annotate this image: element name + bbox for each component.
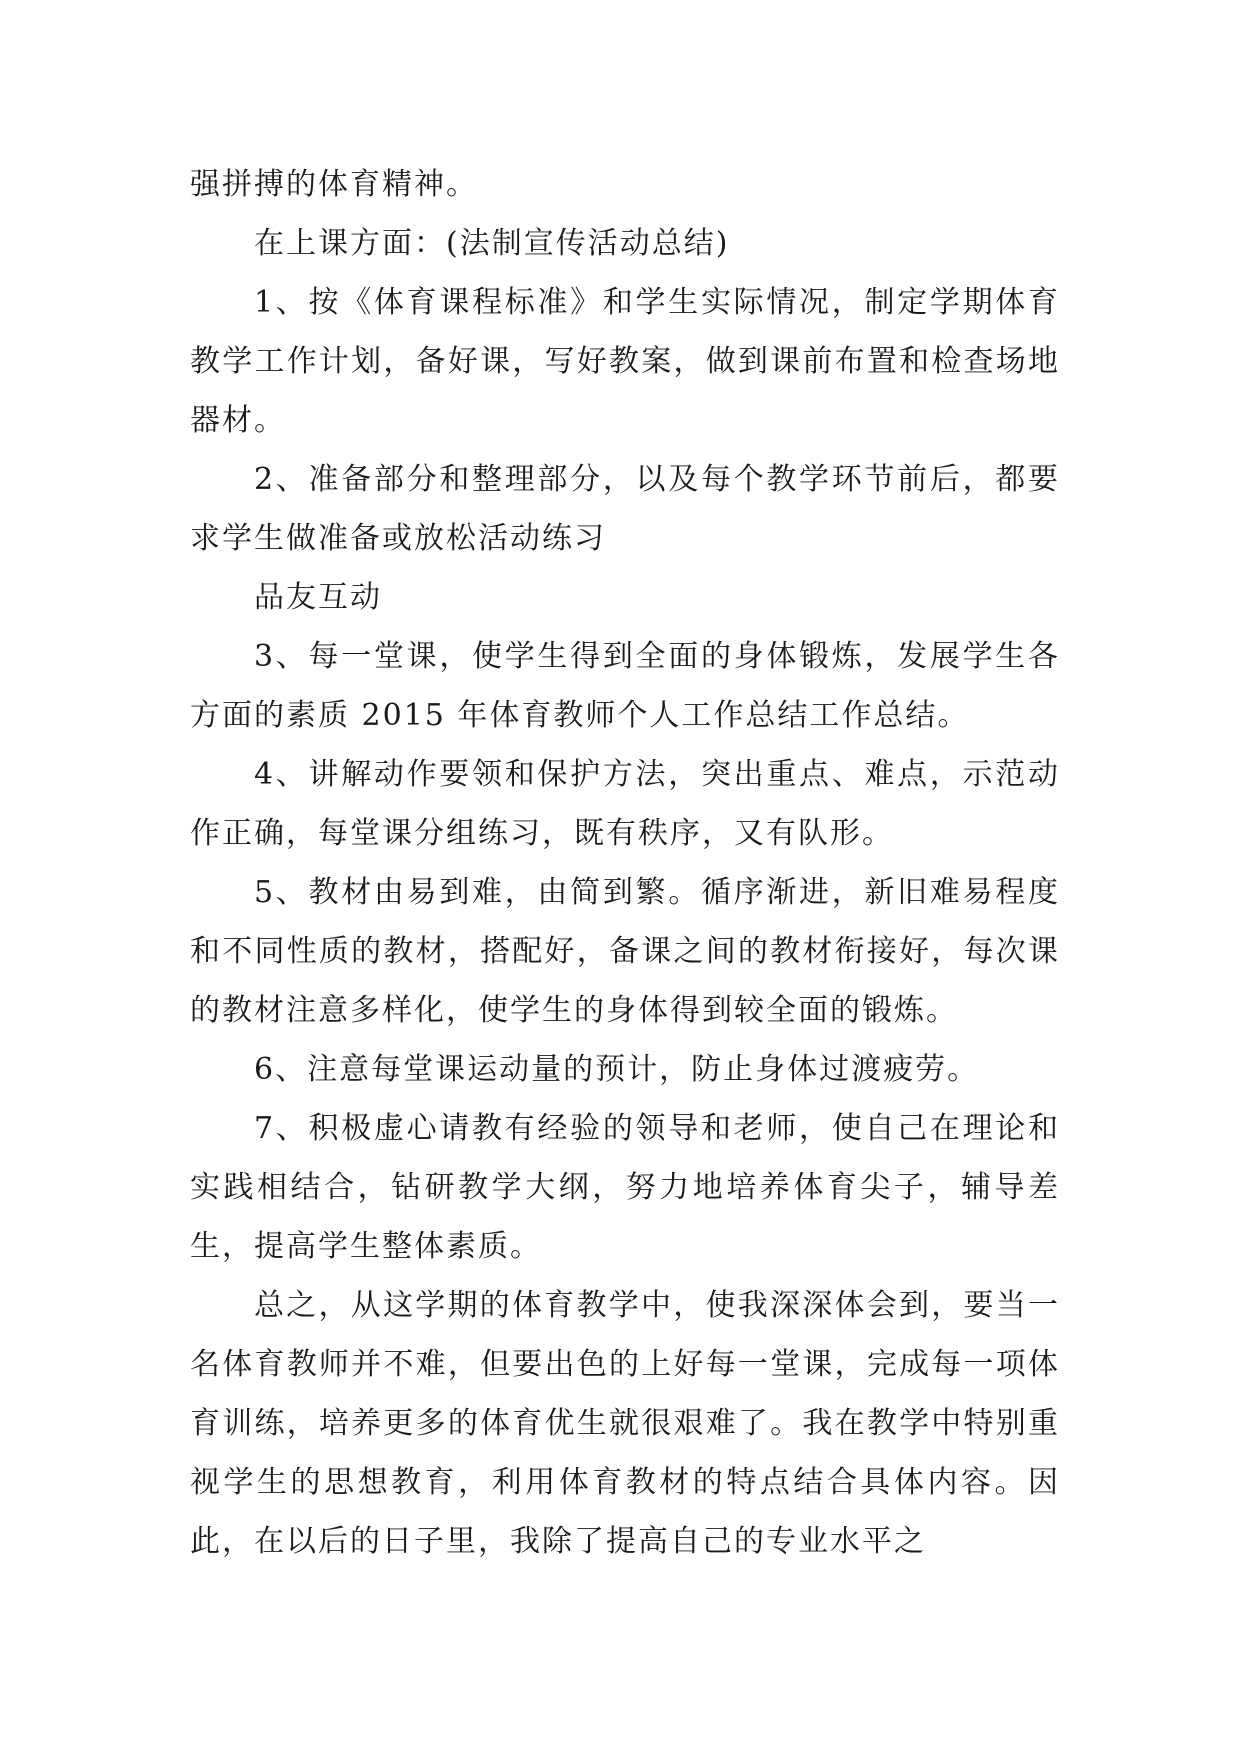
paragraph-item-1: 1、按《体育课程标准》和学生实际情况，制定学期体育教学工作计划，备好课，写好教案，做到课前布置和检查场地器材。 <box>190 285 1060 438</box>
paragraph-section-heading: 在上课方面：(法制宣传活动总结) <box>254 226 730 261</box>
paragraph-item-5: 5、教材由易到难，由简到繁。循序渐进，新旧难易程度和不同性质的教材，搭配好，备课之间的教材衔接好，每次课的教材注意多样化，使学生的身体得到较全面的锻炼。 <box>190 875 1060 1028</box>
paragraph-item-3: 3、每一堂课，使学生得到全面的身体锻炼，发展学生各方面的素质 2015 年体育教师个人工作总结工作总结。 <box>190 639 1060 733</box>
paragraph-continuation: 强拼搏的体育精神。 <box>190 167 478 202</box>
paragraph-item-2: 2、准备部分和整理部分，以及每个教学环节前后，都要求学生做准备或放松活动练习 <box>190 462 1060 556</box>
paragraph-item-7: 7、积极虚心请教有经验的领导和老师，使自己在理论和实践相结合，钻研教学大纲，努力地培养体育尖子，辅导差生，提高学生整体素质。 <box>190 1111 1060 1264</box>
paragraph-summary: 总之，从这学期的体育教学中，使我深深体会到，要当一名体育教师并不难，但要出色的上好每一堂课，完成每一项体育训练，培养更多的体育优生就很艰难了。我在教学中特别重视学生的思想教育，利用体育教材的特点结合具体内容。因此，在以后的日子里，我除了提高自己的专业水平之 <box>190 1288 1060 1559</box>
paragraph-item-6: 6、注意每堂课运动量的预计，防止身体过渡疲劳。 <box>254 1052 980 1087</box>
body-text <box>190 155 1060 1571</box>
paragraph-inserted-note: 品友互动 <box>254 580 382 615</box>
paragraph-item-4: 4、讲解动作要领和保护方法，突出重点、难点，示范动作正确，每堂课分组练习，既有秩序，又有队形。 <box>190 757 1060 851</box>
